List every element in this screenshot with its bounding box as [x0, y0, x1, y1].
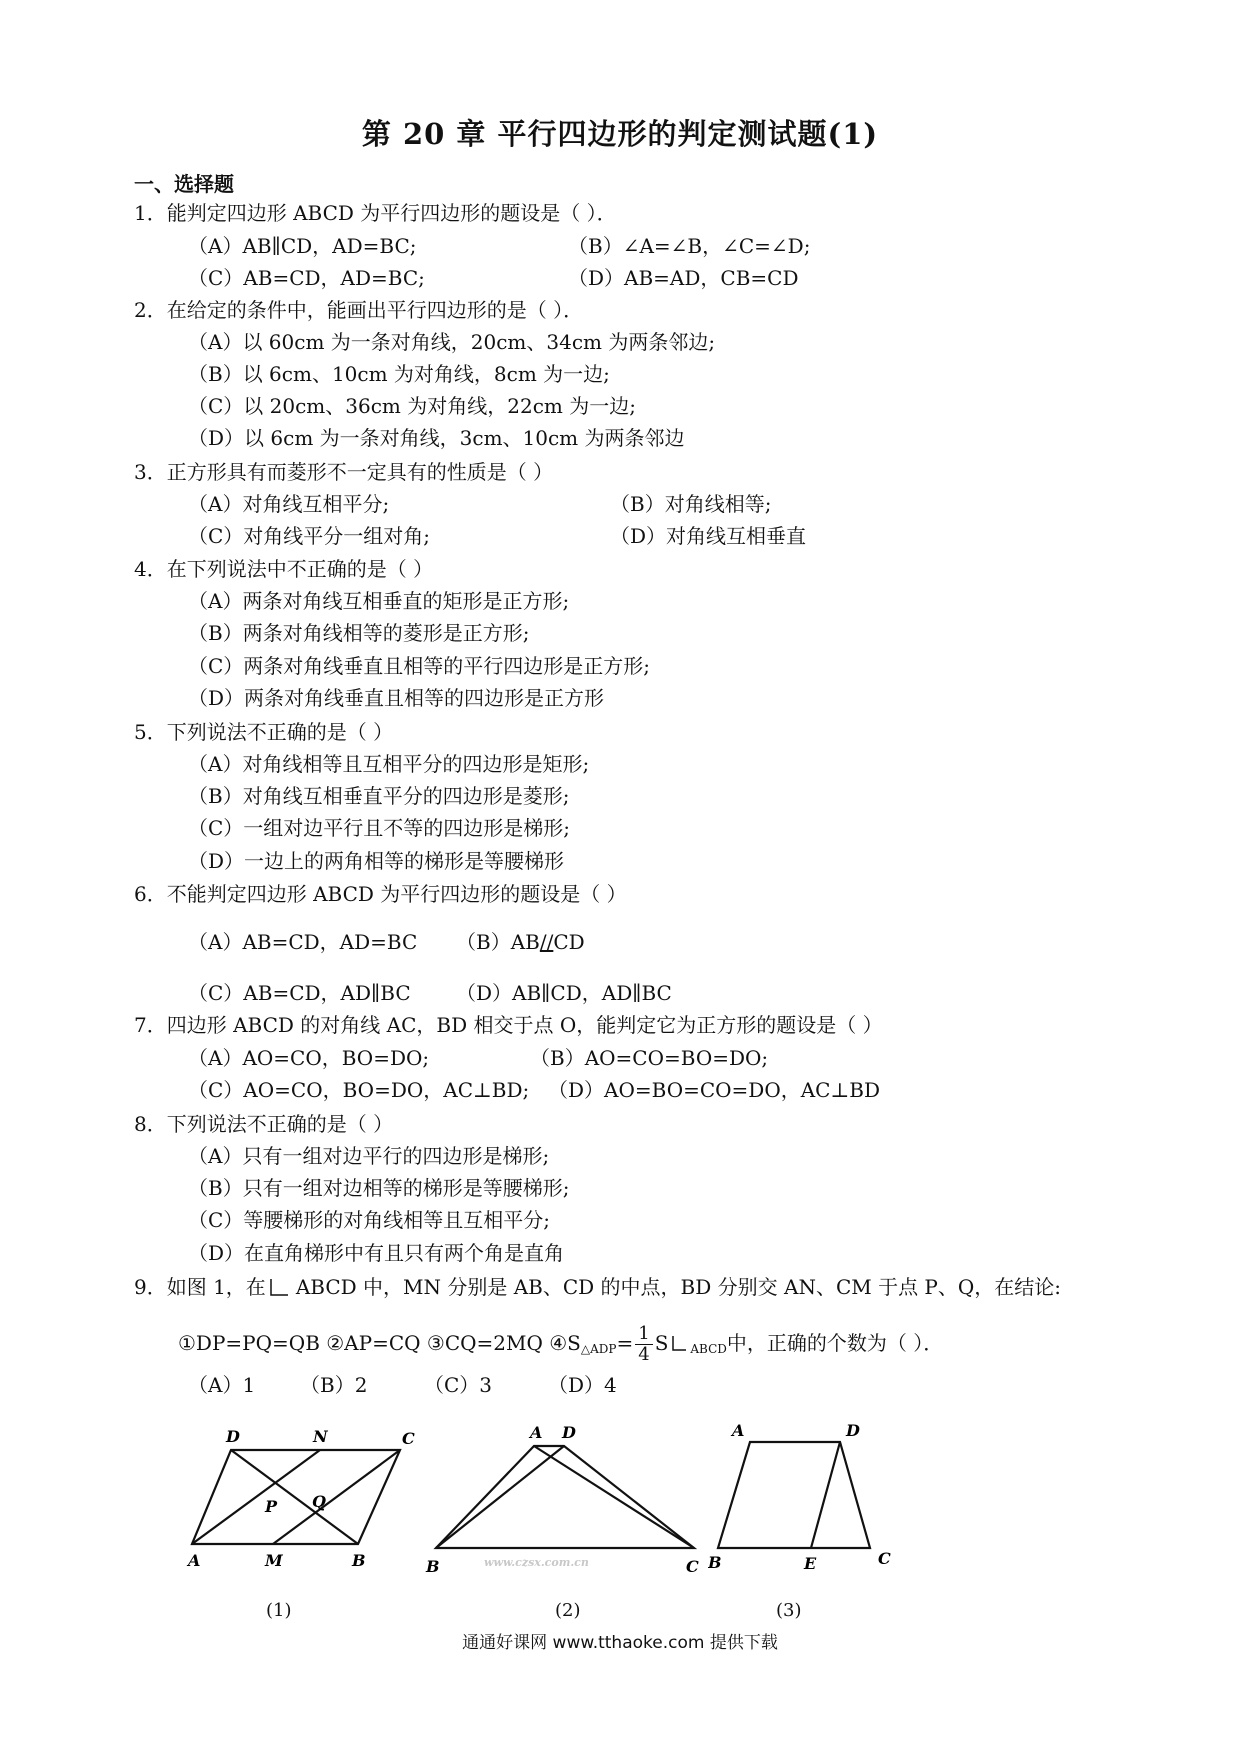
trapezoid-outline — [718, 1442, 870, 1548]
q3-option-d: （D）对角线互相垂直 — [610, 524, 807, 548]
q9-stem-start: 9．如图 1，在 — [134, 1275, 266, 1299]
footer-credit: 通通好课网 www.tthaoke.com 提供下载 — [462, 1633, 778, 1653]
figure-2-trapezoid — [422, 1420, 712, 1582]
point-label-c: C — [686, 1557, 699, 1576]
question-9-stem — [134, 1274, 1061, 1300]
q4-option-c: （C）两条对角线垂直且相等的平行四边形是正方形; — [188, 654, 651, 678]
q7-option-c: （C）AO=CO，BO=DO，AC⊥BD; — [188, 1078, 530, 1102]
q1-option-c: （C）AB=CD，AD=BC; — [188, 266, 425, 290]
q6-option-b-prefix: （B）AB — [456, 930, 540, 954]
point-label-c: C — [402, 1429, 415, 1448]
q9-tail: 中，正确的个数为（ ）． — [726, 1331, 944, 1355]
question-4-stem: 4．在下列说法中不正确的是（ ） — [134, 557, 434, 581]
point-label-a: A — [188, 1551, 201, 1570]
figure-3-caption: (3) — [776, 1600, 802, 1621]
q9-conclusions — [178, 1318, 943, 1374]
page-title: 第 20 章 平行四边形的判定测试题(1) — [361, 117, 879, 151]
triangle-adp-subscript: △ADP — [580, 1342, 617, 1356]
point-label-e: E — [804, 1554, 817, 1573]
q1-option-b: （B）∠A=∠B，∠C=∠D; — [568, 234, 811, 258]
diagonal-ac — [534, 1446, 694, 1548]
point-label-q: Q — [312, 1492, 326, 1511]
point-label-b: B — [426, 1557, 440, 1576]
point-label-b: B — [708, 1553, 722, 1572]
q7-option-b: （B）AO=CO=BO=DO; — [530, 1046, 769, 1070]
one-quarter-fraction — [635, 1324, 652, 1365]
q3-option-b: （B）对角线相等; — [610, 492, 772, 516]
point-label-c: C — [878, 1549, 891, 1568]
q4-option-b: （B）两条对角线相等的菱形是正方形; — [188, 621, 530, 645]
q5-option-c: （C）一组对边平行且不等的四边形是梯形; — [188, 816, 571, 840]
line-mc — [273, 1450, 400, 1544]
q6-option-c: （C）AB=CD，AD∥BC — [188, 981, 411, 1005]
question-8-stem: 8．下列说法不正确的是（ ） — [134, 1112, 394, 1136]
question-5-stem: 5．下列说法不正确的是（ ） — [134, 720, 394, 744]
q5-option-a: （A）对角线相等且互相平分的四边形是矩形; — [188, 752, 590, 776]
q8-option-a: （A）只有一组对边平行的四边形是梯形; — [188, 1144, 550, 1168]
q9-option-c: （C）3 — [424, 1373, 493, 1397]
diagonal-bd — [436, 1446, 564, 1548]
diagonal-bd — [231, 1450, 358, 1544]
point-label-b: B — [352, 1551, 366, 1570]
question-6-stem: 6．不能判定四边形 ABCD 为平行四边形的题设是（ ） — [134, 882, 627, 906]
figure-1-caption: (1) — [266, 1600, 292, 1621]
fraction-numerator: 1 — [635, 1324, 652, 1345]
point-label-m: M — [265, 1551, 283, 1570]
q8-option-d: （D）在直角梯形中有且只有两个角是直角 — [188, 1241, 565, 1265]
q6-option-a: （A）AB=CD，AD=BC — [188, 930, 418, 954]
q1-option-a: （A）AB∥CD，AD=BC; — [188, 234, 417, 258]
q9-stem-rest: ABCD 中，MN 分别是 AB、CD 的中点，BD 分别交 AN、CM 于点 P、Q，在结论: — [295, 1275, 1062, 1299]
q6-option-d: （D）AB∥CD，AD∥BC — [456, 981, 672, 1005]
parallel-equal-symbol: // — [539, 930, 554, 954]
q1-option-d: （D）AB=AD，CB=CD — [568, 266, 799, 290]
q6-option-b-suffix: CD — [553, 930, 585, 954]
q4-option-d: （D）两条对角线垂直且相等的四边形是正方形 — [188, 686, 605, 710]
q9-option-b: （B）2 — [300, 1373, 368, 1397]
q2-option-a: （A）以 60cm 为一条对角线，20cm、34cm 为两条邻边; — [188, 330, 716, 354]
trapezoid-outline — [436, 1446, 694, 1548]
q9-conclusion-list: ①DP=PQ=QB ②AP=CQ ③CQ=2MQ ④S — [178, 1331, 581, 1355]
question-3-stem: 3．正方形具有而菱形不一定具有的性质是（ ） — [134, 460, 554, 484]
q3-option-c: （C）对角线平分一组对角; — [188, 524, 431, 548]
point-label-d: D — [226, 1427, 240, 1446]
segment-de — [811, 1442, 840, 1548]
parallelogram-abcd-subscript: ABCD — [690, 1342, 727, 1356]
watermark: www.czsx.com.cn — [484, 1556, 589, 1569]
question-1-stem: 1．能判定四边形 ABCD 为平行四边形的题设是（ ）． — [134, 201, 617, 225]
q8-option-b: （B）只有一组对边相等的梯形是等腰梯形; — [188, 1176, 570, 1200]
q2-option-c: （C）以 20cm、36cm 为对角线，22cm 为一边; — [188, 394, 636, 418]
question-2-stem: 2．在给定的条件中，能画出平行四边形的是（ ）． — [134, 298, 584, 322]
parallelogram-symbol-icon — [268, 1278, 290, 1296]
question-7-stem: 7．四边形 ABCD 的对角线 AC，BD 相交于点 O，能判定它为正方形的题设是（ ） — [134, 1013, 883, 1037]
q5-option-b: （B）对角线互相垂直平分的四边形是菱形; — [188, 784, 570, 808]
q4-option-a: （A）两条对角线互相垂直的矩形是正方形; — [188, 589, 570, 613]
parallelogram-symbol-icon — [670, 1335, 688, 1351]
point-label-a: A — [530, 1423, 543, 1442]
point-label-d: D — [562, 1423, 576, 1442]
q2-option-b: （B）以 6cm、10cm 为对角线，8cm 为一边; — [188, 362, 610, 386]
q8-option-c: （C）等腰梯形的对角线相等且互相平分; — [188, 1208, 551, 1232]
q9-option-d: （D）4 — [548, 1373, 617, 1397]
fraction-denominator: 4 — [638, 1344, 650, 1365]
q7-option-a: （A）AO=CO，BO=DO; — [188, 1046, 430, 1070]
point-label-n: N — [313, 1427, 328, 1446]
section-heading: 一、选择题 — [134, 172, 234, 196]
q9-option-a: （A）1 — [188, 1373, 256, 1397]
figure-3-trapezoid — [708, 1420, 898, 1582]
q6-option-b — [456, 929, 585, 955]
point-label-p: P — [265, 1497, 278, 1516]
q7-option-d: （D）AO=BO=CO=DO，AC⊥BD — [548, 1078, 881, 1102]
point-label-d: D — [846, 1421, 860, 1440]
q5-option-d: （D）一边上的两角相等的梯形是等腰梯形 — [188, 849, 565, 873]
figure-2-caption: (2) — [555, 1600, 581, 1621]
equals-sign: = — [616, 1331, 634, 1355]
q2-option-d: （D）以 6cm 为一条对角线，3cm、10cm 为两条邻边 — [188, 426, 685, 450]
area-s: S — [654, 1331, 669, 1355]
q3-option-a: （A）对角线互相平分; — [188, 492, 390, 516]
point-label-a: A — [732, 1421, 745, 1440]
figure-1-parallelogram — [178, 1420, 416, 1582]
